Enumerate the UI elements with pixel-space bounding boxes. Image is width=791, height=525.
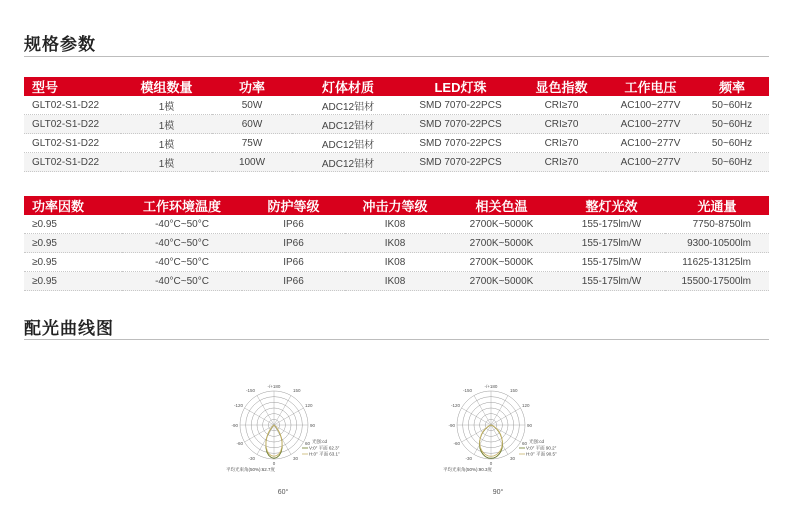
- spec-table-secondary-cell: 155-175lm/W: [558, 253, 665, 272]
- polar-legend-v: V:0° 平面 62.3°: [309, 445, 340, 451]
- spec-table-secondary-header-cell: 冲击力等级: [345, 196, 445, 215]
- spec-table-secondary-cell: 2700K~5000K: [445, 215, 558, 234]
- polar-angle-label: 120: [522, 403, 530, 408]
- spec-table-primary-cell: AC100~277V: [606, 115, 695, 134]
- polar-angle-label: 120: [305, 403, 313, 408]
- spec-table-secondary-cell: -40°C~50°C: [122, 272, 242, 291]
- spec-table-primary-cell: 75W: [212, 134, 292, 153]
- spec-section-title: 规格参数: [24, 35, 96, 54]
- spec-table-primary-cell: 50~60Hz: [695, 134, 769, 153]
- polar-footer: 平均光束角(50%):62.7度: [226, 467, 276, 472]
- spec-table-secondary-cell: 7750-8750lm: [665, 215, 769, 234]
- spec-table-primary-cell: CRI≥70: [517, 96, 606, 115]
- spec-table-primary-cell: ADC12铝材: [292, 96, 404, 115]
- spec-table-secondary-cell: -40°C~50°C: [122, 234, 242, 253]
- spec-table-secondary-row: [24, 272, 769, 291]
- spec-table-primary-header-cell: 显色指数: [517, 77, 606, 96]
- polar-angle-label: -/+180: [267, 384, 281, 389]
- polar-angle-label: -90: [448, 423, 455, 428]
- polar-angle-label: 60: [305, 441, 311, 446]
- spec-table-secondary-header-cell: 相关色温: [445, 196, 558, 215]
- spec-table-secondary-body: [24, 215, 769, 291]
- spec-table-primary: [24, 77, 769, 172]
- spec-table-primary-header-cell: 工作电压: [606, 77, 695, 96]
- spec-divider: [24, 56, 769, 57]
- spec-table-primary-cell: SMD 7070-22PCS: [404, 96, 517, 115]
- spec-table-secondary-cell: ≥0.95: [24, 253, 122, 272]
- spec-table-primary-cell: 1模: [121, 153, 212, 172]
- polar-angle-label: -60: [236, 441, 243, 446]
- spec-table-secondary-cell: -40°C~50°C: [122, 253, 242, 272]
- spec-table-primary-cell: 1模: [121, 96, 212, 115]
- polar-caption-60: 60°: [277, 489, 289, 496]
- polar-angle-label: -90: [231, 423, 238, 428]
- polar-angle-label: 90: [310, 423, 316, 428]
- spec-table-secondary-cell: 2700K~5000K: [445, 253, 558, 272]
- polar-angle-label: -/+180: [484, 384, 498, 389]
- polar-spoke: [474, 396, 491, 425]
- spec-table-secondary-header-cell: 工作环境温度: [122, 196, 242, 215]
- spec-table-primary-cell: CRI≥70: [517, 115, 606, 134]
- polar-chart-60: [224, 383, 364, 487]
- polar-spoke: [274, 425, 303, 442]
- spec-table-primary-cell: 60W: [212, 115, 292, 134]
- polar-angle-label: 30: [293, 456, 299, 461]
- spec-table-primary-header-cell: 频率: [695, 77, 769, 96]
- spec-table-secondary-cell: IP66: [242, 253, 345, 272]
- spec-table-primary-cell: GLT02-S1-D22: [24, 115, 121, 134]
- polar-spoke: [257, 396, 274, 425]
- spec-table-secondary-cell: IK08: [345, 253, 445, 272]
- spec-table-primary-header-cell: 灯体材质: [292, 77, 404, 96]
- polar-chart-90: [441, 383, 581, 487]
- spec-table-primary-cell: ADC12铝材: [292, 153, 404, 172]
- spec-table-primary-header-cell: 模组数量: [121, 77, 212, 96]
- spec-table-secondary-row: [24, 253, 769, 272]
- polar-diagram: [441, 383, 581, 487]
- spec-table-secondary-row: [24, 215, 769, 234]
- polar-legend-title: 光强:cd: [529, 439, 545, 444]
- spec-table-primary-cell: CRI≥70: [517, 153, 606, 172]
- spec-table-primary-cell: 50~60Hz: [695, 96, 769, 115]
- spec-table-primary-header-cell: 功率: [212, 77, 292, 96]
- polar-angle-label: 30: [510, 456, 516, 461]
- spec-table-primary-header-cell: 型号: [24, 77, 121, 96]
- polar-spoke: [274, 408, 303, 425]
- spec-table-primary-cell: SMD 7070-22PCS: [404, 115, 517, 134]
- spec-table-primary-cell: 1模: [121, 115, 212, 134]
- spec-table-secondary-cell: 2700K~5000K: [445, 272, 558, 291]
- polar-footer: 平均光束角(50%):90.3度: [443, 467, 493, 472]
- spec-table-primary-cell: 100W: [212, 153, 292, 172]
- polar-legend-h: H:0° 平面 90.5°: [526, 451, 557, 457]
- spec-table-secondary-cell: 155-175lm/W: [558, 272, 665, 291]
- polar-spoke: [245, 425, 274, 442]
- polar-spoke: [462, 408, 491, 425]
- polar-spoke: [274, 425, 291, 454]
- polar-spoke: [474, 425, 491, 454]
- spec-table-primary-row: [24, 96, 769, 115]
- polar-angle-label: 0: [272, 461, 276, 466]
- spec-table-secondary-cell: ≥0.95: [24, 215, 122, 234]
- spec-table-primary-cell: GLT02-S1-D22: [24, 153, 121, 172]
- polar-angle-label: -60: [453, 441, 460, 446]
- spec-table-primary-cell: AC100~277V: [606, 96, 695, 115]
- spec-table-secondary-cell: -40°C~50°C: [122, 215, 242, 234]
- polar-angle-label: -120: [450, 403, 460, 408]
- polar-spoke: [245, 408, 274, 425]
- polar-spoke: [491, 425, 508, 454]
- spec-table-secondary: [24, 196, 769, 291]
- spec-table-primary-cell: GLT02-S1-D22: [24, 96, 121, 115]
- polar-angle-label: -30: [248, 456, 255, 461]
- spec-table-primary-header-cell: LED灯珠: [404, 77, 517, 96]
- polar-angle-label: -150: [245, 388, 255, 393]
- spec-table-secondary-cell: 155-175lm/W: [558, 234, 665, 253]
- spec-table-primary-cell: SMD 7070-22PCS: [404, 134, 517, 153]
- spec-table-secondary-cell: 155-175lm/W: [558, 215, 665, 234]
- polar-angle-label: 90: [527, 423, 533, 428]
- spec-table-secondary-cell: 15500-17500lm: [665, 272, 769, 291]
- polar-legend-h: H:0° 平面 63.1°: [309, 451, 340, 457]
- spec-table-primary-cell: CRI≥70: [517, 134, 606, 153]
- spec-table-secondary-cell: 2700K~5000K: [445, 234, 558, 253]
- spec-table-secondary-cell: IP66: [242, 234, 345, 253]
- polar-angle-label: -150: [462, 388, 472, 393]
- spec-table-secondary-cell: IK08: [345, 234, 445, 253]
- spec-table-primary-body: [24, 96, 769, 172]
- polar-spoke: [257, 425, 274, 454]
- spec-table-secondary-header-cell: 整灯光效: [558, 196, 665, 215]
- curve-divider: [24, 339, 769, 340]
- spec-table-primary-cell: ADC12铝材: [292, 134, 404, 153]
- spec-table-secondary-cell: 11625-13125lm: [665, 253, 769, 272]
- spec-table-secondary-cell: ≥0.95: [24, 272, 122, 291]
- spec-table-primary-cell: ADC12铝材: [292, 115, 404, 134]
- curve-section-title: 配光曲线图: [24, 319, 114, 338]
- polar-angle-label: -30: [465, 456, 472, 461]
- spec-table-secondary-cell: IK08: [345, 215, 445, 234]
- spec-table-secondary-cell: ≥0.95: [24, 234, 122, 253]
- polar-angle-label: 150: [293, 388, 301, 393]
- polar-legend-title: 光强:cd: [312, 439, 328, 444]
- spec-table-primary-cell: 50W: [212, 96, 292, 115]
- polar-caption-90: 90°: [492, 489, 504, 496]
- spec-table-primary-cell: GLT02-S1-D22: [24, 134, 121, 153]
- spec-table-primary-cell: 50~60Hz: [695, 153, 769, 172]
- spec-table-primary-header: [24, 77, 769, 96]
- spec-table-secondary-header-cell: 功率因数: [24, 196, 122, 215]
- polar-angle-label: 150: [510, 388, 518, 393]
- spec-table-primary-row: [24, 115, 769, 134]
- spec-table-secondary-cell: IK08: [345, 272, 445, 291]
- spec-table-secondary-cell: 9300-10500lm: [665, 234, 769, 253]
- polar-spoke: [274, 396, 291, 425]
- polar-angle-label: 0: [489, 461, 493, 466]
- polar-angle-label: 60: [522, 441, 528, 446]
- spec-table-primary-row: [24, 153, 769, 172]
- polar-legend-v: V:0° 平面 90.2°: [526, 445, 557, 451]
- polar-angle-label: -120: [233, 403, 243, 408]
- spec-table-primary-cell: 50~60Hz: [695, 115, 769, 134]
- spec-table-primary-row: [24, 134, 769, 153]
- spec-table-primary-cell: AC100~277V: [606, 153, 695, 172]
- polar-spoke: [491, 408, 520, 425]
- spec-table-secondary-header-cell: 防护等级: [242, 196, 345, 215]
- spec-table-secondary-header-cell: 光通量: [665, 196, 769, 215]
- spec-table-secondary-cell: IP66: [242, 215, 345, 234]
- spec-table-primary-cell: SMD 7070-22PCS: [404, 153, 517, 172]
- spec-table-primary-cell: 1模: [121, 134, 212, 153]
- spec-table-primary-cell: AC100~277V: [606, 134, 695, 153]
- polar-diagram: [224, 383, 364, 487]
- spec-table-secondary-cell: IP66: [242, 272, 345, 291]
- spec-table-secondary-header: [24, 196, 769, 215]
- spec-table-secondary-row: [24, 234, 769, 253]
- polar-spoke: [491, 396, 508, 425]
